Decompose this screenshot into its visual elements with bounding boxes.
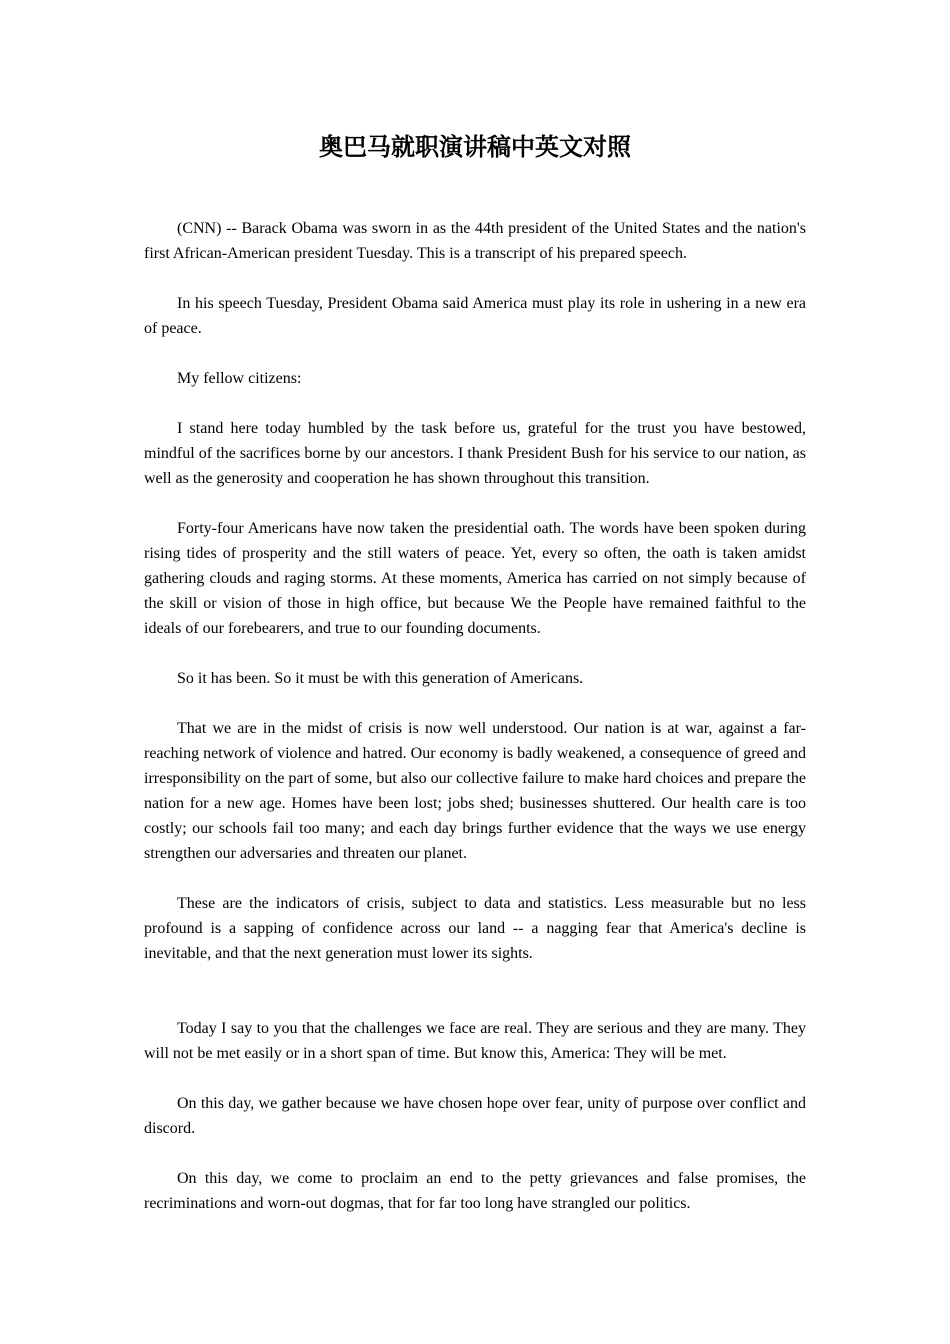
paragraph-crisis: That we are in the midst of crisis is now well understood. Our nation is at war, against a far-reaching network of violence and hatred. Our economy is badly weakened, a consequence of greed and irresponsibility on the part of some, but also our collective failure to make hard choices and prepare the nation for a new age. Homes have been lost; jobs shed; businesses shuttered. Our health care is too costly; our schools fail too many; and each day brings further evidence that the ways we use energy strengthen our adversaries and threaten our planet. [144,720,806,862]
paragraph-humbled: I stand here today humbled by the task before us, grateful for the trust you have bestowed, mindful of the sacrifices borne by our ancestors. I thank President Bush for his service to our nation, as well as the generosity and cooperation he has shown throughout this transition. [144,420,806,487]
paragraph-challenges: Today I say to you that the challenges we face are real. They are serious and they are many. They will not be met easily or in a short span of time. But know this, America: They will be met. [144,1020,806,1062]
paragraph-cnn-intro: (CNN) -- Barack Obama was sworn in as the 44th president of the United States and the nation's first African-American president Tuesday. This is a transcript of his prepared speech. [144,220,806,262]
paragraph-oath: Forty-four Americans have now taken the presidential oath. The words have been spoken during rising tides of prosperity and the still waters of peace. Yet, every so often, the oath is taken amidst gathering clouds and raging storms. At these moments, America has carried on not simply because of the skill or vision of those in high office, but because We the People have remained faithful to the ideals of our forebearers, and true to our founding documents. [144,520,806,637]
paragraph-generation: So it has been. So it must be with this generation of Americans. [177,670,584,687]
paragraph-era-of-peace: In his speech Tuesday, President Obama said America must play its role in ushering in a new era of peace. [144,295,806,337]
document-title: 奥巴马就职演讲稿中英文对照 [319,133,631,161]
document-body [144,216,806,1241]
paragraph-hope-over-fear: On this day, we gather because we have chosen hope over fear, unity of purpose over conflict and discord. [144,1095,806,1137]
paragraph-petty-grievances: On this day, we come to proclaim an end to the petty grievances and false promises, the recriminations and worn-out dogmas, that for far too long have strangled our politics. [144,1170,806,1212]
paragraph-indicators: These are the indicators of crisis, subject to data and statistics. Less measurable but no less profound is a sapping of confidence across our land -- a nagging fear that America's decline is inevitable, and that the next generation must lower its sights. [144,895,806,962]
paragraph-salutation: My fellow citizens: [177,370,302,387]
